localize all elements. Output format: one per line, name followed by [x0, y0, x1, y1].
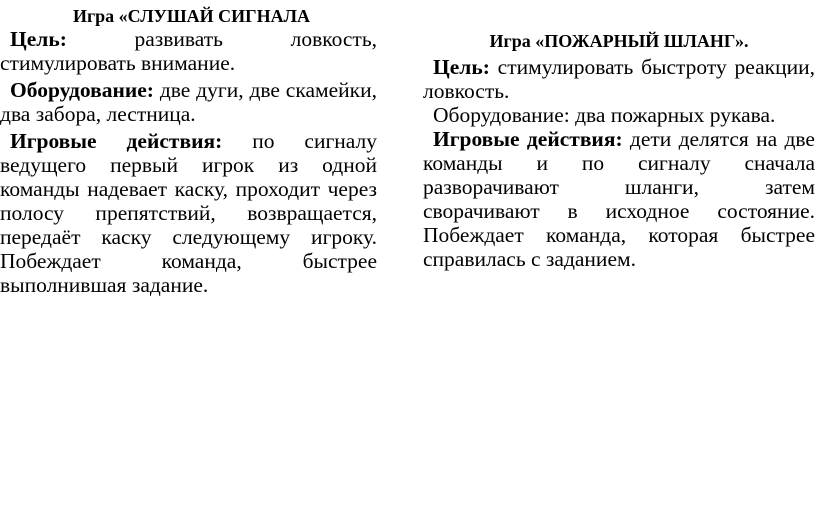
- actions-text: дети делятся на две команды и по сигналу сначала разворачивают шланги, затем сворачивают в исходное состояние. Побеждает команда, которая быстрее справилась с заданием.: [423, 127, 815, 271]
- actions-label: Игровые действия:: [10, 129, 223, 153]
- actions-paragraph: [423, 127, 815, 271]
- goal-paragraph: [0, 27, 377, 75]
- equipment-label: Оборудование:: [10, 78, 154, 102]
- equipment-text: Оборудование: два пожарных рукава.: [433, 103, 776, 127]
- game-title: Игра «СЛУШАЙ СИГНАЛА: [73, 6, 310, 26]
- equipment-paragraph: [423, 103, 815, 127]
- left-column: [0, 0, 377, 297]
- game-title: Игра «ПОЖАРНЫЙ ШЛАНГ».: [489, 31, 749, 51]
- right-column: [423, 0, 815, 271]
- goal-label: Цель:: [10, 27, 67, 51]
- equipment-paragraph: [0, 78, 377, 126]
- goal-text: развивать ловкость, стимулировать внимание.: [0, 27, 377, 75]
- goal-label: Цель:: [433, 55, 490, 79]
- actions-paragraph: [0, 129, 377, 297]
- equipment-text: две дуги, две скамейки, два забора, лестница.: [0, 78, 377, 126]
- actions-text: по сигналу ведущего первый игрок из одной команды надевает каску, проходит через полосу препятствий, возвращается, передаёт каску следующему игроку. Побеждает команда, быстрее выполнившая задание.: [0, 129, 377, 297]
- goal-text: стимулировать быстроту реакции, ловкость.: [423, 55, 815, 103]
- goal-paragraph: [423, 55, 815, 103]
- actions-label: Игровые действия:: [433, 127, 623, 151]
